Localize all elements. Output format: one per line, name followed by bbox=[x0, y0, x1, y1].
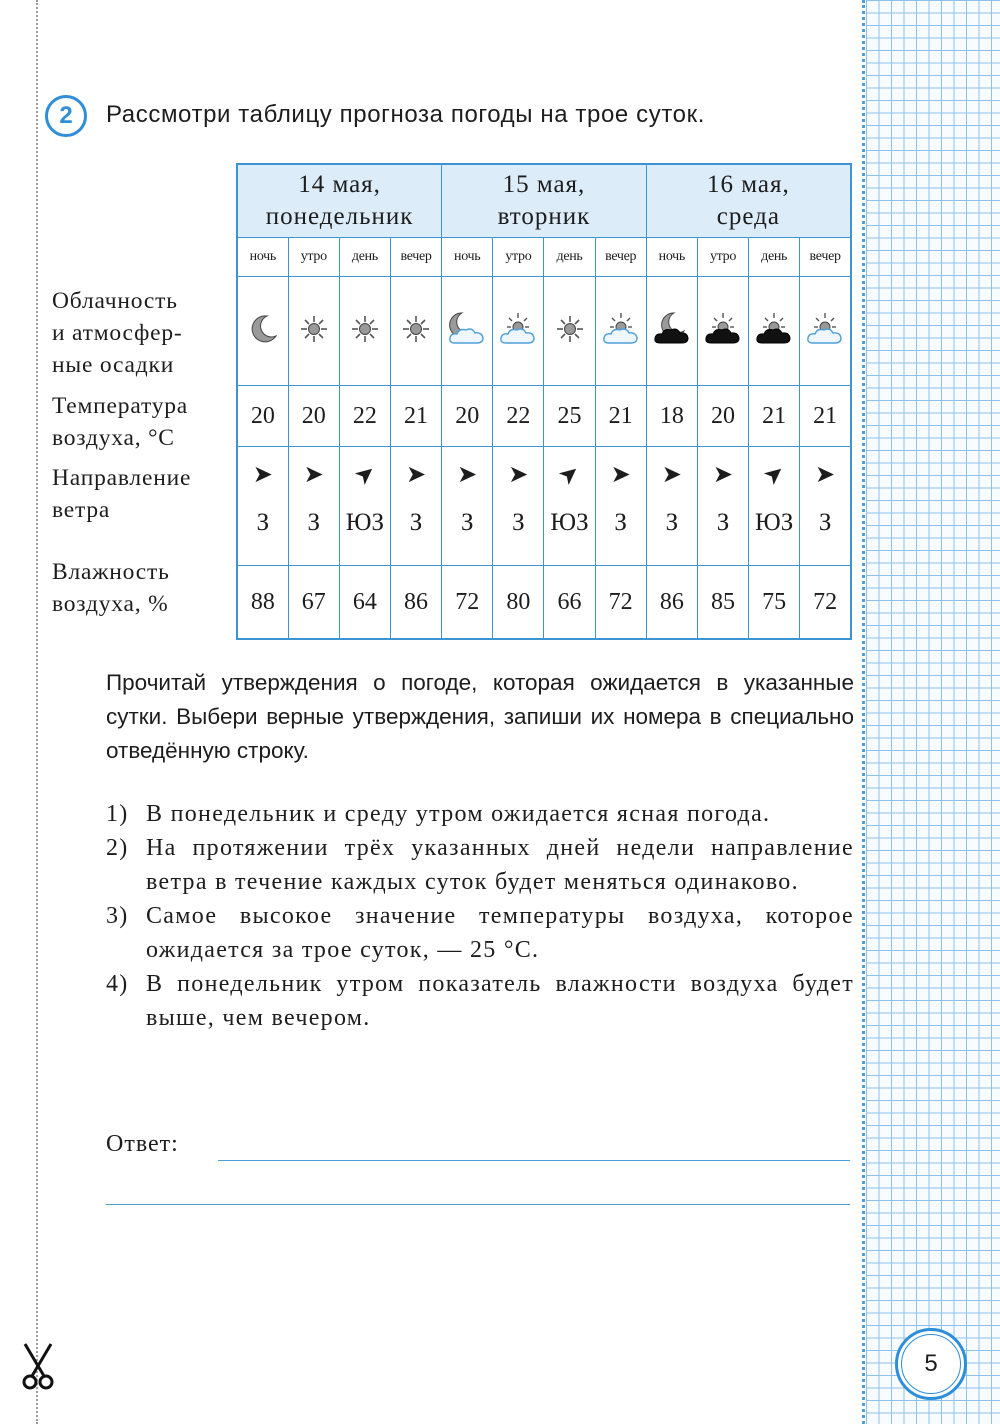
wind-cell bbox=[442, 447, 493, 566]
sun-icon bbox=[298, 313, 330, 345]
weather-cell bbox=[749, 277, 800, 386]
instruction-text: Прочитай утверждения о погоде, которая ожидается в указанные сутки. Выбери верные утверждения, запиши их номера в специально отведённую строку. bbox=[106, 670, 854, 763]
wind-cell bbox=[800, 447, 851, 566]
sun-cloud-icon bbox=[805, 311, 845, 347]
wind-arrow-east-icon: ➤ bbox=[815, 460, 836, 488]
statement-item: 4) В понедельник утром показатель влажности воздуха будет выше, чем вечером. bbox=[106, 971, 854, 1031]
statement-item: 3) Самое высокое значение температуры воздуха, которое ожидается за трое суток, — 25 °C. bbox=[106, 903, 854, 963]
humidity-cell: 86 bbox=[390, 566, 441, 640]
wind-direction: З bbox=[460, 509, 474, 536]
statement-item: 2) На протяжении трёх указанных дней недели направление ветра в течение каждых суток будет меняться одинаково. bbox=[106, 835, 854, 895]
period-header: ночь bbox=[646, 238, 697, 277]
period-header: ночь bbox=[237, 238, 288, 277]
period-header: утро bbox=[697, 238, 748, 277]
moon-icon bbox=[245, 313, 281, 345]
answer-label: Ответ: bbox=[106, 1131, 179, 1157]
wind-arrow-east-icon: ➤ bbox=[252, 460, 273, 488]
sun-cloud-icon bbox=[498, 311, 538, 347]
weather-cell bbox=[800, 277, 851, 386]
wind-cell bbox=[749, 447, 800, 566]
page-number: 5 bbox=[901, 1334, 961, 1394]
weather-cell bbox=[288, 277, 339, 386]
weather-cell bbox=[442, 277, 493, 386]
weather-cell bbox=[544, 277, 595, 386]
wind-direction: ЮЗ bbox=[755, 509, 794, 536]
wind-direction: З bbox=[307, 509, 320, 536]
wind-arrow-east-icon: ➤ bbox=[508, 460, 529, 488]
weather-cell bbox=[646, 277, 697, 386]
row-label-temperature: Температура воздуха, °C bbox=[52, 393, 189, 451]
temperature-cell: 18 bbox=[646, 386, 697, 447]
wind-cell bbox=[390, 447, 441, 566]
sun-dark-cloud-icon bbox=[703, 311, 743, 347]
wind-arrow-east-icon: ➤ bbox=[457, 460, 478, 488]
weather-cell bbox=[595, 277, 646, 386]
page-number-badge bbox=[895, 1328, 967, 1400]
weather-forecast-table bbox=[236, 163, 852, 640]
humidity-cell: 72 bbox=[800, 566, 851, 640]
wind-direction: З bbox=[614, 509, 627, 536]
answer-line[interactable] bbox=[218, 1160, 850, 1161]
sun-icon bbox=[349, 313, 381, 345]
task-title: Рассмотри таблицу прогноза погоды на трое суток. bbox=[106, 101, 705, 128]
wind-direction: З bbox=[409, 509, 423, 536]
sun-icon bbox=[554, 313, 586, 345]
answer-line[interactable] bbox=[106, 1204, 850, 1205]
wind-cell bbox=[646, 447, 697, 566]
period-header: вечер bbox=[595, 238, 646, 277]
day-header: 15 мая, вторник bbox=[442, 164, 647, 238]
temperature-cell: 25 bbox=[544, 386, 595, 447]
temperature-cell: 21 bbox=[800, 386, 851, 447]
period-header: ночь bbox=[442, 238, 493, 277]
period-header: вечер bbox=[390, 238, 441, 277]
graph-paper-edge bbox=[862, 0, 865, 1424]
wind-arrow-northeast-icon: ➤ bbox=[552, 456, 587, 492]
humidity-cell: 72 bbox=[595, 566, 646, 640]
sun-cloud-icon bbox=[601, 311, 641, 347]
wind-arrow-northeast-icon: ➤ bbox=[757, 456, 791, 492]
wind-cell bbox=[339, 447, 390, 566]
temperature-cell: 22 bbox=[339, 386, 390, 447]
cut-line bbox=[36, 0, 38, 1424]
period-header: день bbox=[749, 238, 800, 277]
weather-cell bbox=[697, 277, 748, 386]
wind-cell bbox=[237, 447, 288, 566]
day-header: 14 мая, понедельник bbox=[237, 164, 442, 238]
moon-cloud-icon bbox=[447, 311, 487, 347]
scissors-icon bbox=[20, 1342, 56, 1392]
humidity-cell: 80 bbox=[493, 566, 544, 640]
wind-cell bbox=[288, 447, 339, 566]
statement-item: 1) В понедельник и среду утром ожидается ясная погода. bbox=[106, 801, 771, 827]
period-header: утро bbox=[493, 238, 544, 277]
weather-cell bbox=[339, 277, 390, 386]
humidity-cell: 88 bbox=[237, 566, 288, 640]
humidity-cell: 72 bbox=[442, 566, 493, 640]
humidity-cell: 66 bbox=[544, 566, 595, 640]
temperature-cell: 20 bbox=[442, 386, 493, 447]
temperature-cell: 22 bbox=[493, 386, 544, 447]
sun-dark-cloud-icon bbox=[754, 311, 794, 347]
period-header: день bbox=[544, 238, 595, 277]
sun-icon bbox=[400, 313, 432, 345]
temperature-cell: 20 bbox=[237, 386, 288, 447]
wind-direction: ЮЗ bbox=[345, 509, 384, 536]
wind-arrow-northeast-icon: ➤ bbox=[348, 456, 382, 492]
day-header: 16 мая, среда bbox=[646, 164, 851, 238]
humidity-cell: 64 bbox=[339, 566, 390, 640]
graph-paper-margin bbox=[866, 0, 1000, 1424]
row-label-cloud: Облачность и атмосфер- ные осадки bbox=[52, 288, 183, 378]
row-label-wind: Направление ветра bbox=[52, 465, 192, 523]
wind-arrow-east-icon: ➤ bbox=[712, 460, 734, 488]
weather-cell bbox=[390, 277, 441, 386]
task-number-badge: 2 bbox=[45, 95, 87, 137]
weather-cell bbox=[237, 277, 288, 386]
row-label-humidity: Влажность воздуха, % bbox=[52, 559, 170, 617]
wind-arrow-east-icon: ➤ bbox=[303, 460, 324, 488]
wind-cell bbox=[595, 447, 646, 566]
wind-direction: З bbox=[256, 509, 270, 536]
weather-cell bbox=[493, 277, 544, 386]
wind-direction: З bbox=[665, 509, 679, 536]
temperature-cell: 20 bbox=[697, 386, 748, 447]
humidity-cell: 67 bbox=[288, 566, 339, 640]
temperature-cell: 21 bbox=[390, 386, 441, 447]
wind-direction: З bbox=[818, 509, 832, 536]
humidity-cell: 75 bbox=[749, 566, 800, 640]
wind-arrow-east-icon: ➤ bbox=[610, 460, 631, 488]
statement-list bbox=[106, 797, 854, 1035]
period-header: вечер bbox=[800, 238, 851, 277]
temperature-cell: 21 bbox=[749, 386, 800, 447]
wind-arrow-east-icon: ➤ bbox=[661, 460, 682, 488]
wind-direction: З bbox=[512, 509, 525, 536]
wind-direction: З bbox=[716, 509, 730, 536]
temperature-cell: 20 bbox=[288, 386, 339, 447]
wind-cell bbox=[697, 447, 748, 566]
humidity-cell: 86 bbox=[646, 566, 697, 640]
humidity-cell: 85 bbox=[697, 566, 748, 640]
wind-cell bbox=[493, 447, 544, 566]
moon-dark-cloud-icon bbox=[652, 311, 692, 347]
period-header: утро bbox=[288, 238, 339, 277]
wind-direction: ЮЗ bbox=[550, 509, 589, 536]
wind-cell bbox=[544, 447, 595, 566]
wind-arrow-east-icon: ➤ bbox=[405, 460, 427, 488]
temperature-cell: 21 bbox=[595, 386, 646, 447]
period-header: день bbox=[339, 238, 390, 277]
